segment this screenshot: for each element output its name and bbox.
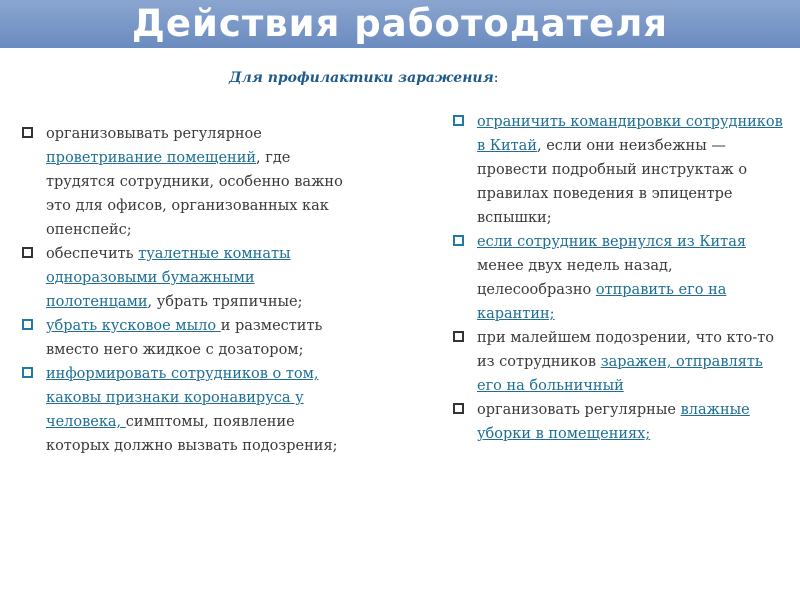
hyperlink[interactable]: отправить его на карантин; bbox=[477, 282, 727, 322]
subtitle-colon: : bbox=[493, 70, 499, 86]
hyperlink[interactable]: влажные уборки в помещениях; bbox=[477, 402, 750, 442]
bullet-item bbox=[22, 122, 357, 242]
bullet-text-segment: и разместить вместо него жидкое с дозатором; bbox=[46, 318, 323, 358]
bullet-text bbox=[46, 246, 302, 310]
square-bullet-icon bbox=[22, 367, 33, 378]
hyperlink[interactable]: проветривание помещений bbox=[46, 150, 257, 166]
square-bullet-icon bbox=[453, 331, 464, 342]
hyperlink[interactable]: информировать сотрудников о том, каковы признаки коронавируса у человека, bbox=[46, 366, 319, 430]
bullet-item bbox=[453, 230, 783, 326]
bullet-text bbox=[477, 114, 783, 226]
right-column bbox=[453, 110, 783, 446]
bullet-text-segment: , где трудятся сотрудники, особенно важно это для офисов, организованных как опенспейс; bbox=[46, 150, 343, 238]
square-bullet-icon bbox=[22, 319, 33, 330]
bullet-item bbox=[22, 314, 357, 362]
bullet-item bbox=[453, 398, 783, 446]
bullet-text bbox=[477, 330, 774, 394]
hyperlink[interactable]: заражен, отправлять его на больничный bbox=[477, 354, 763, 394]
square-bullet-icon bbox=[22, 247, 33, 258]
bullet-text bbox=[477, 402, 750, 442]
bullet-text-segment: , если они неизбежны — провести подробный инструктаж о правилах поведения в эпицентре вспышки; bbox=[477, 138, 748, 226]
bullet-text-segment: , убрать тряпичные; bbox=[147, 294, 303, 310]
bullet-item bbox=[22, 362, 357, 458]
bullet-text bbox=[46, 126, 343, 238]
hyperlink[interactable]: ограничить командировки сотрудников в Китай bbox=[477, 114, 783, 154]
bullet-text-segment: организовать регулярные bbox=[477, 402, 681, 418]
bullet-item bbox=[453, 110, 783, 230]
subtitle-text: Для профилактики заражения bbox=[229, 70, 494, 86]
bullet-text bbox=[46, 366, 338, 454]
slide-subtitle bbox=[229, 70, 498, 86]
square-bullet-icon bbox=[453, 403, 464, 414]
square-bullet-icon bbox=[22, 127, 33, 138]
bullet-text-segment: обеспечить bbox=[46, 246, 139, 262]
hyperlink[interactable]: убрать кусковое мыло bbox=[46, 318, 221, 334]
left-column bbox=[22, 122, 357, 458]
square-bullet-icon bbox=[453, 235, 464, 246]
hyperlink[interactable]: туалетные комнаты одноразовыми бумажными полотенцами bbox=[46, 246, 291, 310]
bullet-text-segment: менее двух недель назад, целесообразно bbox=[477, 258, 673, 298]
bullet-text-segment: симптомы, появление которых должно вызвать подозрения; bbox=[46, 414, 338, 454]
square-bullet-icon bbox=[453, 115, 464, 126]
hyperlink[interactable]: если сотрудник вернулся из Китая bbox=[477, 234, 746, 250]
bullet-text-segment: при малейшем подозрении, что кто-то из сотрудников bbox=[477, 330, 774, 370]
bullet-item bbox=[22, 242, 357, 314]
bullet-text bbox=[477, 234, 746, 322]
bullet-item bbox=[453, 326, 783, 398]
bullet-text-segment: организовывать регулярное bbox=[46, 126, 262, 142]
bullet-text bbox=[46, 318, 322, 358]
slide-title: Действия работодателя bbox=[131, 2, 669, 45]
